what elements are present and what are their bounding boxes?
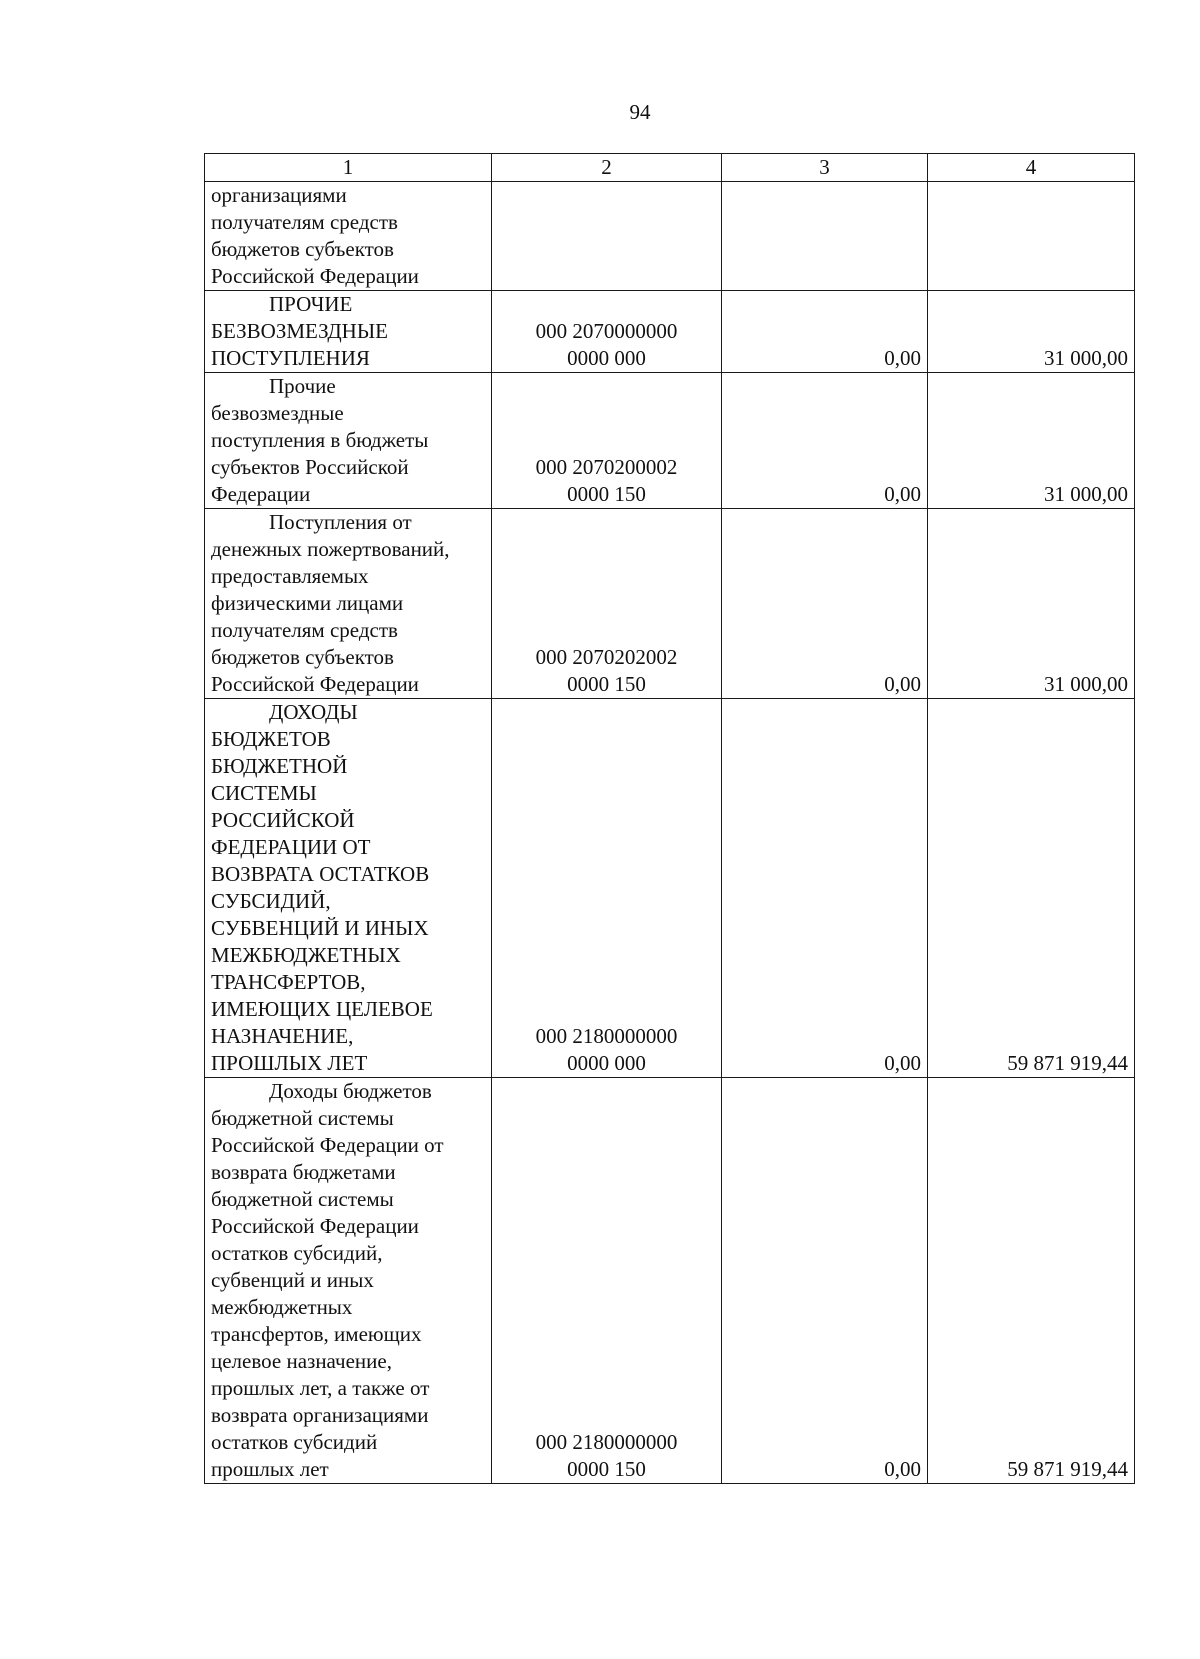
income-code-cell	[492, 291, 722, 373]
table-row	[205, 699, 1135, 1078]
column-header-4: 4	[928, 154, 1135, 182]
income-code: 000 2180000000 0000 000	[535, 1024, 678, 1075]
income-code: 000 2180000000 0000 150	[535, 1430, 678, 1481]
column-3-value: 0,00	[722, 699, 928, 1078]
column-4-value: 31 000,00	[928, 373, 1135, 509]
income-code-cell	[492, 509, 722, 699]
income-code-cell	[492, 1078, 722, 1484]
income-code-cell	[492, 373, 722, 509]
income-name-cell	[205, 182, 492, 291]
column-4-value	[928, 182, 1135, 291]
column-header-2: 2	[492, 154, 722, 182]
column-4-value: 59 871 919,44	[928, 699, 1135, 1078]
column-4-value: 59 871 919,44	[928, 1078, 1135, 1484]
income-name-cell	[205, 699, 492, 1078]
column-4-value: 31 000,00	[928, 509, 1135, 699]
income-name: Доходы бюджетов бюджетной системы Российской Федерации от возврата бюджетами бюджетной системы Российской Федерации остатков субсидий, субвенций и иных межбюджетных трансфертов, имеющих целевое назначение, прошлых лет, а также от возврата организациями остатков субсидий прошлых лет	[211, 1079, 444, 1481]
column-3-value	[722, 182, 928, 291]
column-3-value: 0,00	[722, 509, 928, 699]
table-row	[205, 373, 1135, 509]
income-code-cell	[492, 699, 722, 1078]
income-code: 000 2070200002 0000 150	[535, 455, 678, 506]
column-3-value: 0,00	[722, 1078, 928, 1484]
income-name: Поступления от денежных пожертвований, предоставляемых физическими лицами получателям средств бюджетов субъектов Российской Федерации	[211, 510, 450, 696]
column-header-1: 1	[205, 154, 492, 182]
table-row	[205, 182, 1135, 291]
table-header-row	[205, 154, 1135, 182]
income-code-cell	[492, 182, 722, 291]
income-code: 000 2070000000 0000 000	[535, 319, 678, 370]
income-code: 000 2070202002 0000 150	[535, 645, 678, 696]
income-name: ПРОЧИЕ БЕЗВОЗМЕЗДНЫЕ ПОСТУПЛЕНИЯ	[211, 292, 388, 370]
table-row	[205, 1078, 1135, 1484]
income-name-cell	[205, 291, 492, 373]
budget-table	[204, 153, 1135, 1484]
table-row	[205, 509, 1135, 699]
table-row	[205, 291, 1135, 373]
income-name-cell	[205, 509, 492, 699]
income-name: организациями получателям средств бюджетов субъектов Российской Федерации	[211, 183, 419, 288]
column-header-3: 3	[722, 154, 928, 182]
page-number: 94	[629, 100, 651, 124]
column-4-value: 31 000,00	[928, 291, 1135, 373]
income-name: Прочие безвозмездные поступления в бюджеты субъектов Российской Федерации	[211, 374, 429, 506]
income-name-cell	[205, 1078, 492, 1484]
income-name: ДОХОДЫ БЮДЖЕТОВ БЮДЖЕТНОЙ СИСТЕМЫ РОССИЙСКОЙ ФЕДЕРАЦИИ ОТ ВОЗВРАТА ОСТАТКОВ СУБСИДИЙ, СУБВЕНЦИЙ И ИНЫХ МЕЖБЮДЖЕТНЫХ ТРАНСФЕРТОВ, ИМЕЮЩИХ ЦЕЛЕВОЕ НАЗНАЧЕНИЕ, ПРОШЛЫХ ЛЕТ	[211, 700, 433, 1075]
column-3-value: 0,00	[722, 373, 928, 509]
income-name-cell	[205, 373, 492, 509]
column-3-value: 0,00	[722, 291, 928, 373]
